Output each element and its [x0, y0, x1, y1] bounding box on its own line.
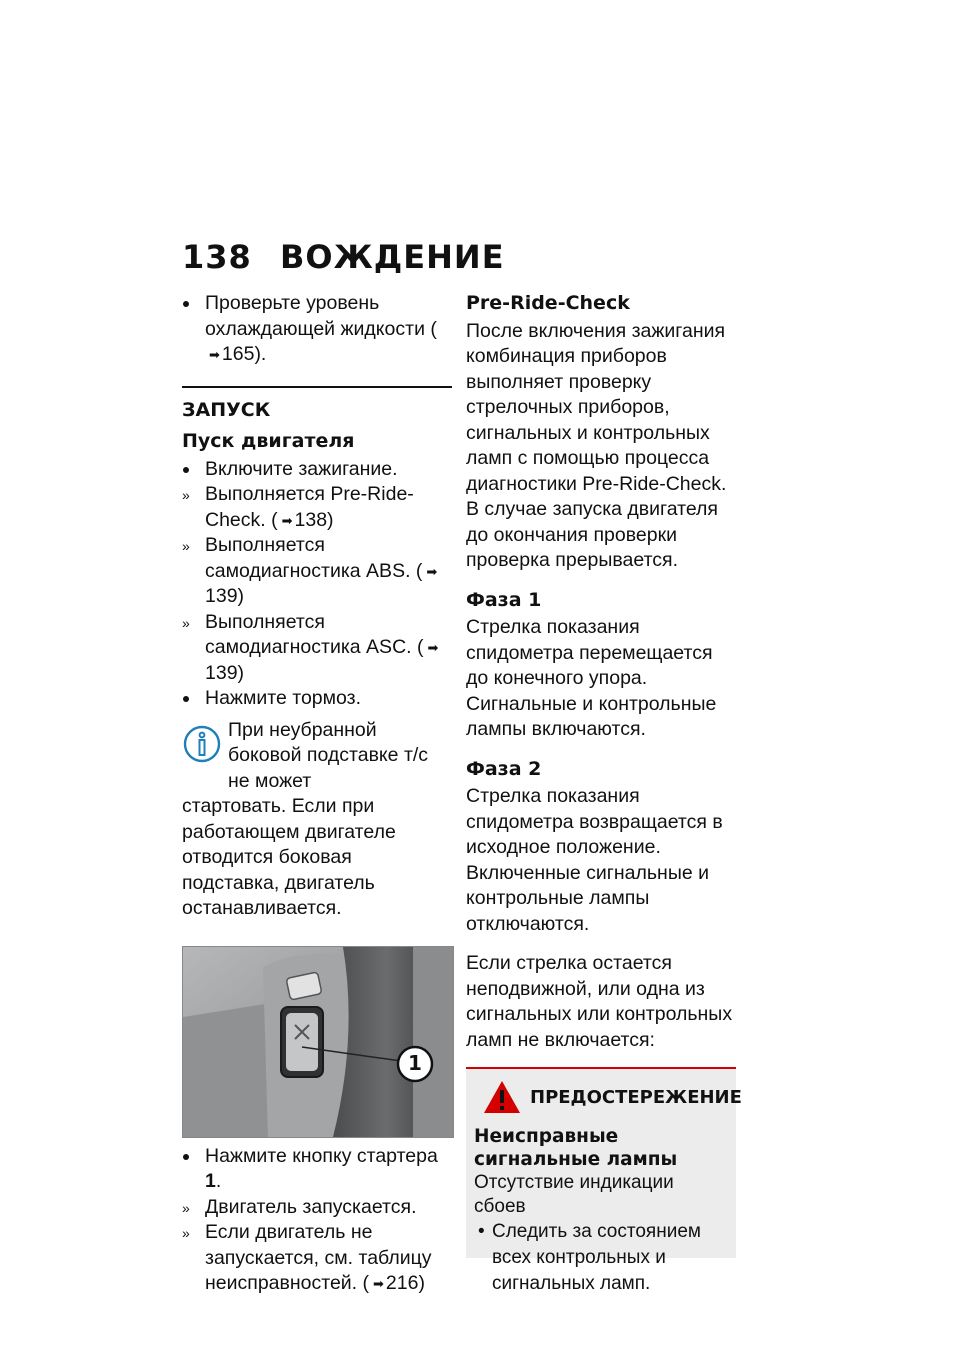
- warning-subtitle: Неисправные сигнальные лампы: [474, 1126, 678, 1170]
- subsection-title: Пуск двигателя: [182, 430, 355, 452]
- result-marker: »: [182, 538, 190, 554]
- warning-box: [466, 1067, 742, 1294]
- step-item: [182, 1144, 452, 1195]
- phase-1-title: Фаза 1: [466, 588, 542, 611]
- result-item: [182, 1220, 452, 1297]
- paragraph: После включения зажигания комбинация приборов выполняет проверку стрелочных приборов, сигнальных и контрольных ламп с помощью процесса диагностики Pre-Ride-Check.: [466, 319, 727, 495]
- result-marker: »: [182, 1225, 190, 1241]
- figure-callout-number: 1: [408, 1050, 422, 1075]
- step-text: Нажмите кнопку стартера: [205, 1144, 438, 1167]
- result-item: [182, 533, 452, 610]
- result-text: Двигатель запускается.: [205, 1195, 417, 1218]
- info-note: [182, 718, 452, 922]
- result-marker: »: [182, 614, 190, 631]
- result-text: Выполняется Pre-Ride-Check. (: [205, 483, 414, 531]
- warning-text: Отсутствие индикации сбоев: [474, 1172, 674, 1217]
- note-first-lines: При неубранной боковой подставке т/с не может: [228, 718, 429, 792]
- page-ref-arrow-icon: ➡: [426, 563, 438, 579]
- post-figure-steps: [182, 1144, 452, 1297]
- step-text: Нажмите тормоз.: [205, 687, 362, 709]
- handlebar-switch-photo: [182, 946, 454, 1138]
- step-text: Включите зажигание.: [205, 457, 398, 480]
- paragraph: Если стрелка остается неподвижной, или одна из сигнальных или контрольных ламп не включается:: [466, 952, 733, 1051]
- result-item: [182, 1195, 452, 1221]
- page-ref-arrow-icon: ➡: [373, 1276, 384, 1291]
- page-ref-arrow-icon: ➡: [209, 347, 220, 362]
- intro-ref[interactable]: 165).: [221, 343, 267, 365]
- page-ref[interactable]: 216): [385, 1272, 425, 1294]
- phase-1-text: Стрелка показания спидометра перемещается до конечного упора. Сигнальные и контрольные лампы включаются.: [466, 616, 717, 740]
- result-marker: »: [182, 487, 190, 503]
- warning-triangle-icon: [482, 1079, 522, 1115]
- warning-header: [474, 1083, 742, 1113]
- phase-2-title: Фаза 2: [466, 757, 542, 780]
- page-ref[interactable]: 139): [205, 585, 245, 607]
- step-text-end: .: [215, 1170, 222, 1192]
- page-ref[interactable]: 138): [294, 508, 334, 531]
- intro-bullet: [182, 291, 452, 368]
- warning-title: ПРЕДОСТЕРЕЖЕНИЕ: [530, 1087, 742, 1108]
- step-item: [182, 457, 452, 483]
- result-text: Если двигатель не запускается, см. таблицу неисправностей. (: [205, 1221, 432, 1294]
- result-marker: »: [182, 1199, 190, 1216]
- chapter-title: ВОЖДЕНИЕ: [280, 238, 505, 276]
- step-ref-number: 1: [205, 1170, 216, 1192]
- info-icon: [182, 724, 222, 764]
- right-column: [466, 291, 742, 1294]
- page-ref[interactable]: 139): [205, 661, 245, 684]
- page-number: 138: [182, 238, 252, 276]
- page-header: [182, 238, 505, 276]
- handlebar-illustration: [183, 947, 453, 1137]
- result-text: Выполняется самодиагностика ABS. (: [205, 534, 423, 582]
- left-column: [182, 291, 452, 1297]
- step-item: [182, 686, 452, 712]
- warning-bullet: • Следить за состоянием всех контрольных и сигнальных ламп.: [474, 1219, 728, 1297]
- section-divider: [182, 386, 452, 388]
- phase-2-text: Стрелка показания спидометра возвращается в исходное положение. Включенные сигнальные и контрольные лампы отключаются.: [466, 785, 723, 935]
- note-rest: стартовать. Если при работающем двигателе отводится боковая подставка, двигатель останавливается.: [182, 795, 396, 919]
- page-ref-arrow-icon: ➡: [427, 640, 439, 655]
- page-ref-arrow-icon: ➡: [281, 512, 293, 528]
- result-text: Выполняется самодиагностика ASC. (: [205, 610, 424, 658]
- result-item: [182, 482, 452, 533]
- pre-ride-check-title: Pre-Ride-Check: [466, 292, 630, 314]
- paragraph: В случае запуска двигателя до окончания проверки проверка прерывается.: [466, 498, 718, 571]
- intro-text: Проверьте уровень охлаждающей жидкости (: [205, 292, 437, 340]
- result-item: [182, 610, 452, 687]
- section-title: ЗАПУСК: [182, 398, 271, 421]
